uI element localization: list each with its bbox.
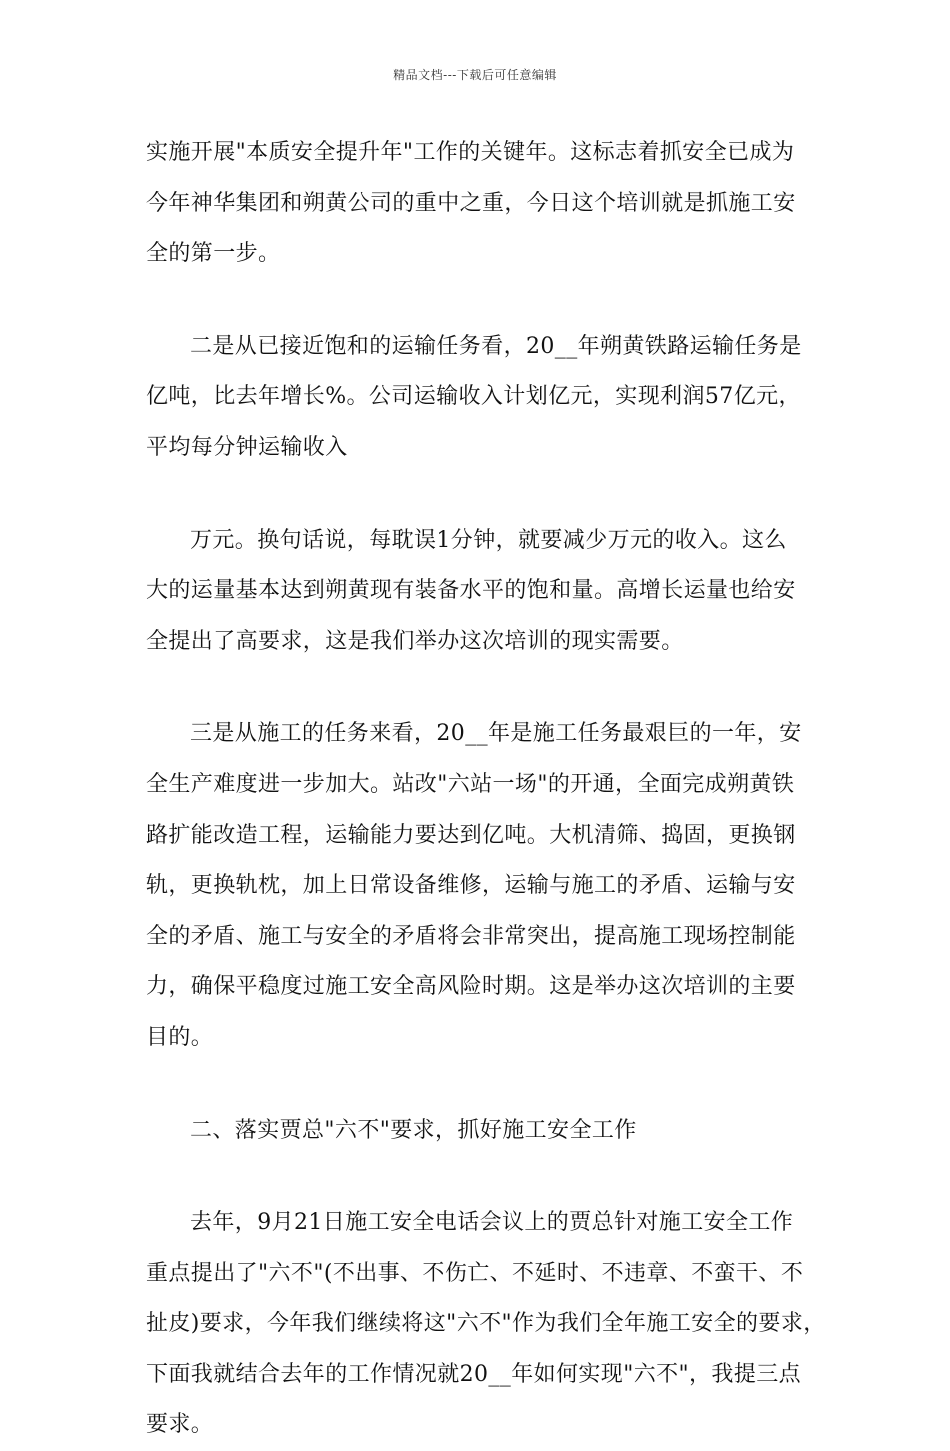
text-line: 扯皮)要求，今年我们继续将这"六不"作为我们全年施工安全的要求，: [146, 1311, 826, 1337]
text-line: 路扩能改造工程，运输能力要达到亿吨。大机清筛、捣固，更换钢: [146, 822, 796, 848]
paragraph: [146, 1198, 826, 1451]
text-line: 轨，更换轨枕，加上日常设备维修，运输与施工的矛盾、运输与安: [146, 873, 796, 899]
text-line: 二是从已接近饱和的运输任务看，20__年朔黄铁路运输任务是: [190, 333, 802, 359]
text-line: 要求。: [146, 1412, 214, 1438]
text-line: 重点提出了"六不"(不出事、不伤亡、不延时、不违章、不蛮干、不: [146, 1260, 804, 1286]
document-body: [146, 128, 826, 1451]
text-line: 去年，9月21日施工安全电话会议上的贾总针对施工安全工作: [190, 1210, 794, 1236]
text-line: 目的。: [146, 1024, 214, 1050]
text-line: 全生产难度进一步加大。站改"六站一场"的开通，全面完成朔黄铁: [146, 771, 795, 797]
page-header: 精品文档---下载后可任意编辑: [393, 68, 557, 82]
text-line: 实施开展"本质安全提升年"工作的关键年。这标志着抓安全已成为: [146, 140, 795, 165]
text-line: 下面我就结合去年的工作情况就20__年如何实现"六不"，我提三点: [146, 1361, 802, 1387]
paragraph: [146, 516, 816, 668]
text-line: 全的第一步。: [146, 241, 281, 267]
paragraph: [146, 709, 816, 1063]
text-line: 三是从施工的任务来看，20__年是施工任务最艰巨的一年，安: [190, 721, 802, 747]
section-heading: [146, 1106, 816, 1157]
heading-line: 二、落实贾总"六不"要求，抓好施工安全工作: [190, 1117, 637, 1143]
text-line: 万元。换句话说，每耽误1分钟，就要减少万元的收入。这么: [190, 527, 787, 553]
text-line: 全提出了高要求，这是我们举办这次培训的现实需要。: [146, 628, 684, 654]
text-line: 大的运量基本达到朔黄现有装备水平的饱和量。高增长运量也给安: [146, 578, 796, 604]
text-line: 全的矛盾、施工与安全的矛盾将会非常突出，提高施工现场控制能: [146, 923, 796, 949]
text-line: 平均每分钟运输收入: [146, 434, 348, 460]
paragraph: [146, 128, 816, 280]
text-line: 今年神华集团和朔黄公司的重中之重，今日这个培训就是抓施工安: [146, 190, 796, 216]
text-line: 力，确保平稳度过施工安全高风险时期。这是举办这次培训的主要: [146, 974, 796, 1000]
text-line: 亿吨，比去年增长%。公司运输收入计划亿元，实现利润57亿元，: [146, 384, 801, 410]
paragraph: [146, 322, 816, 474]
